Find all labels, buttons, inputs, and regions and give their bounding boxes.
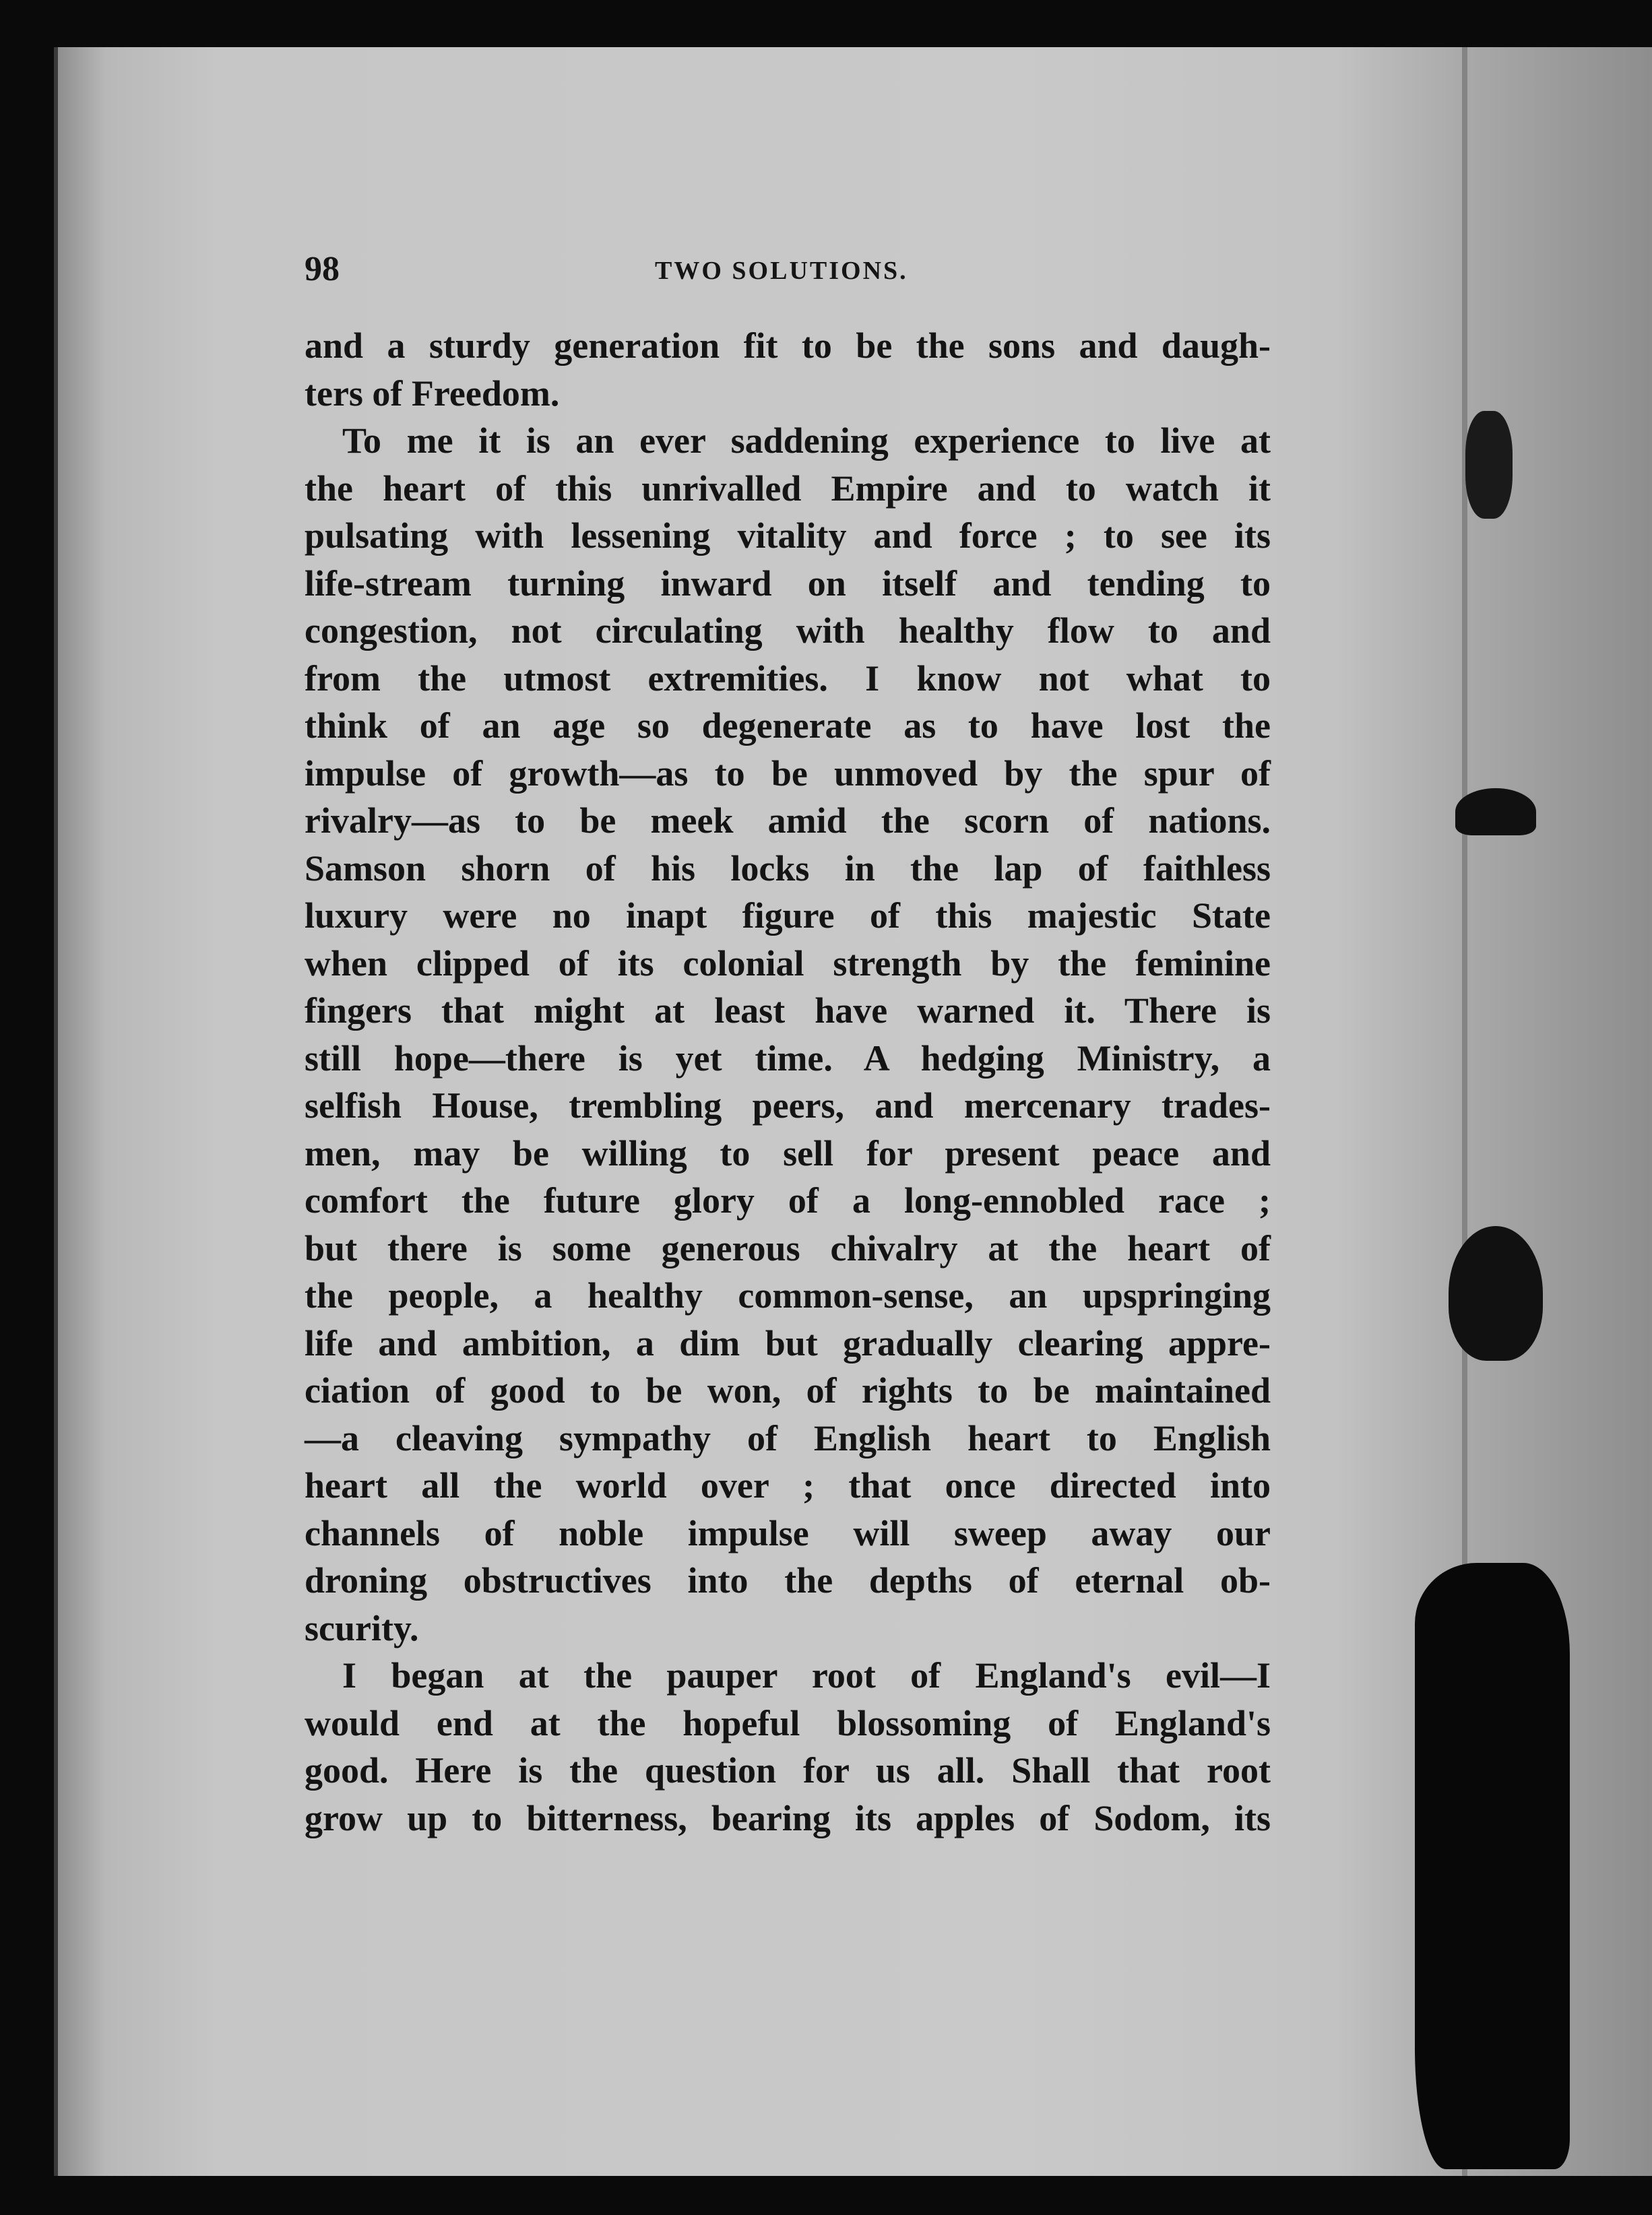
text-line: grow up to bitterness, bearing its apples of Sodom, its xyxy=(305,1797,1271,1838)
text-line: selfish House, trembling peers, and mercenary trades- xyxy=(305,1085,1271,1126)
running-title: TWO SOLUTIONS. xyxy=(655,257,908,285)
text-line: luxury were no inapt figure of this majestic State xyxy=(305,895,1271,936)
text-line: would end at the hopeful blossoming of England's xyxy=(305,1702,1271,1743)
text-line: I began at the pauper root of England's evil—I xyxy=(342,1655,1271,1696)
page-damage-mark xyxy=(1455,788,1536,835)
page-header xyxy=(305,249,1268,290)
text-line: life and ambition, a dim but gradually clearing appre- xyxy=(305,1322,1271,1363)
page-number: 98 xyxy=(305,250,340,288)
text-line: droning obstructives into the depths of eternal ob- xyxy=(305,1560,1271,1601)
text-line: —a cleaving sympathy of English heart to English xyxy=(305,1417,1271,1458)
text-line: comfort the future glory of a long-ennobled race ; xyxy=(305,1180,1271,1221)
text-line: Samson shorn of his locks in the lap of faithless xyxy=(305,847,1271,889)
text-line: rivalry—as to be meek amid the scorn of nations. xyxy=(305,800,1271,841)
text-line: scurity. xyxy=(305,1607,419,1648)
text-line: ters of Freedom. xyxy=(305,373,560,414)
text-line: impulse of growth—as to be unmoved by the spur of xyxy=(305,752,1271,794)
text-line: but there is some generous chivalry at the heart of xyxy=(305,1227,1271,1269)
page-damage-mark xyxy=(1449,1226,1543,1361)
text-line: fingers that might at least have warned it. There is xyxy=(305,990,1271,1031)
text-line: men, may be willing to sell for present peace and xyxy=(305,1132,1271,1174)
text-line: think of an age so degenerate as to have lost the xyxy=(305,705,1271,746)
text-line: and a sturdy generation fit to be the sons and daugh- xyxy=(305,325,1271,366)
text-line: when clipped of its colonial strength by the feminine xyxy=(305,942,1271,984)
page-damage-mark xyxy=(1465,411,1513,519)
body-text xyxy=(305,322,1271,1842)
text-line: the heart of this unrivalled Empire and to watch it xyxy=(305,468,1271,509)
text-line: still hope—there is yet time. A hedging Ministry, a xyxy=(305,1037,1271,1079)
text-line: To me it is an ever saddening experience to live at xyxy=(342,420,1271,461)
text-line: the people, a healthy common-sense, an upspringing xyxy=(305,1275,1271,1316)
text-line: heart all the world over ; that once directed into xyxy=(305,1465,1271,1506)
text-line: pulsating with lessening vitality and force ; to see its xyxy=(305,515,1271,556)
text-line: from the utmost extremities. I know not what to xyxy=(305,657,1271,699)
text-line: life-stream turning inward on itself and tending to xyxy=(305,563,1271,604)
text-line: channels of noble impulse will sweep away our xyxy=(305,1512,1271,1553)
page-torn-edge xyxy=(1415,1563,1570,2169)
text-line: good. Here is the question for us all. Shall that root xyxy=(305,1750,1271,1791)
text-line: ciation of good to be won, of rights to be maintained xyxy=(305,1370,1271,1411)
text-line: congestion, not circulating with healthy flow to and xyxy=(305,610,1271,651)
